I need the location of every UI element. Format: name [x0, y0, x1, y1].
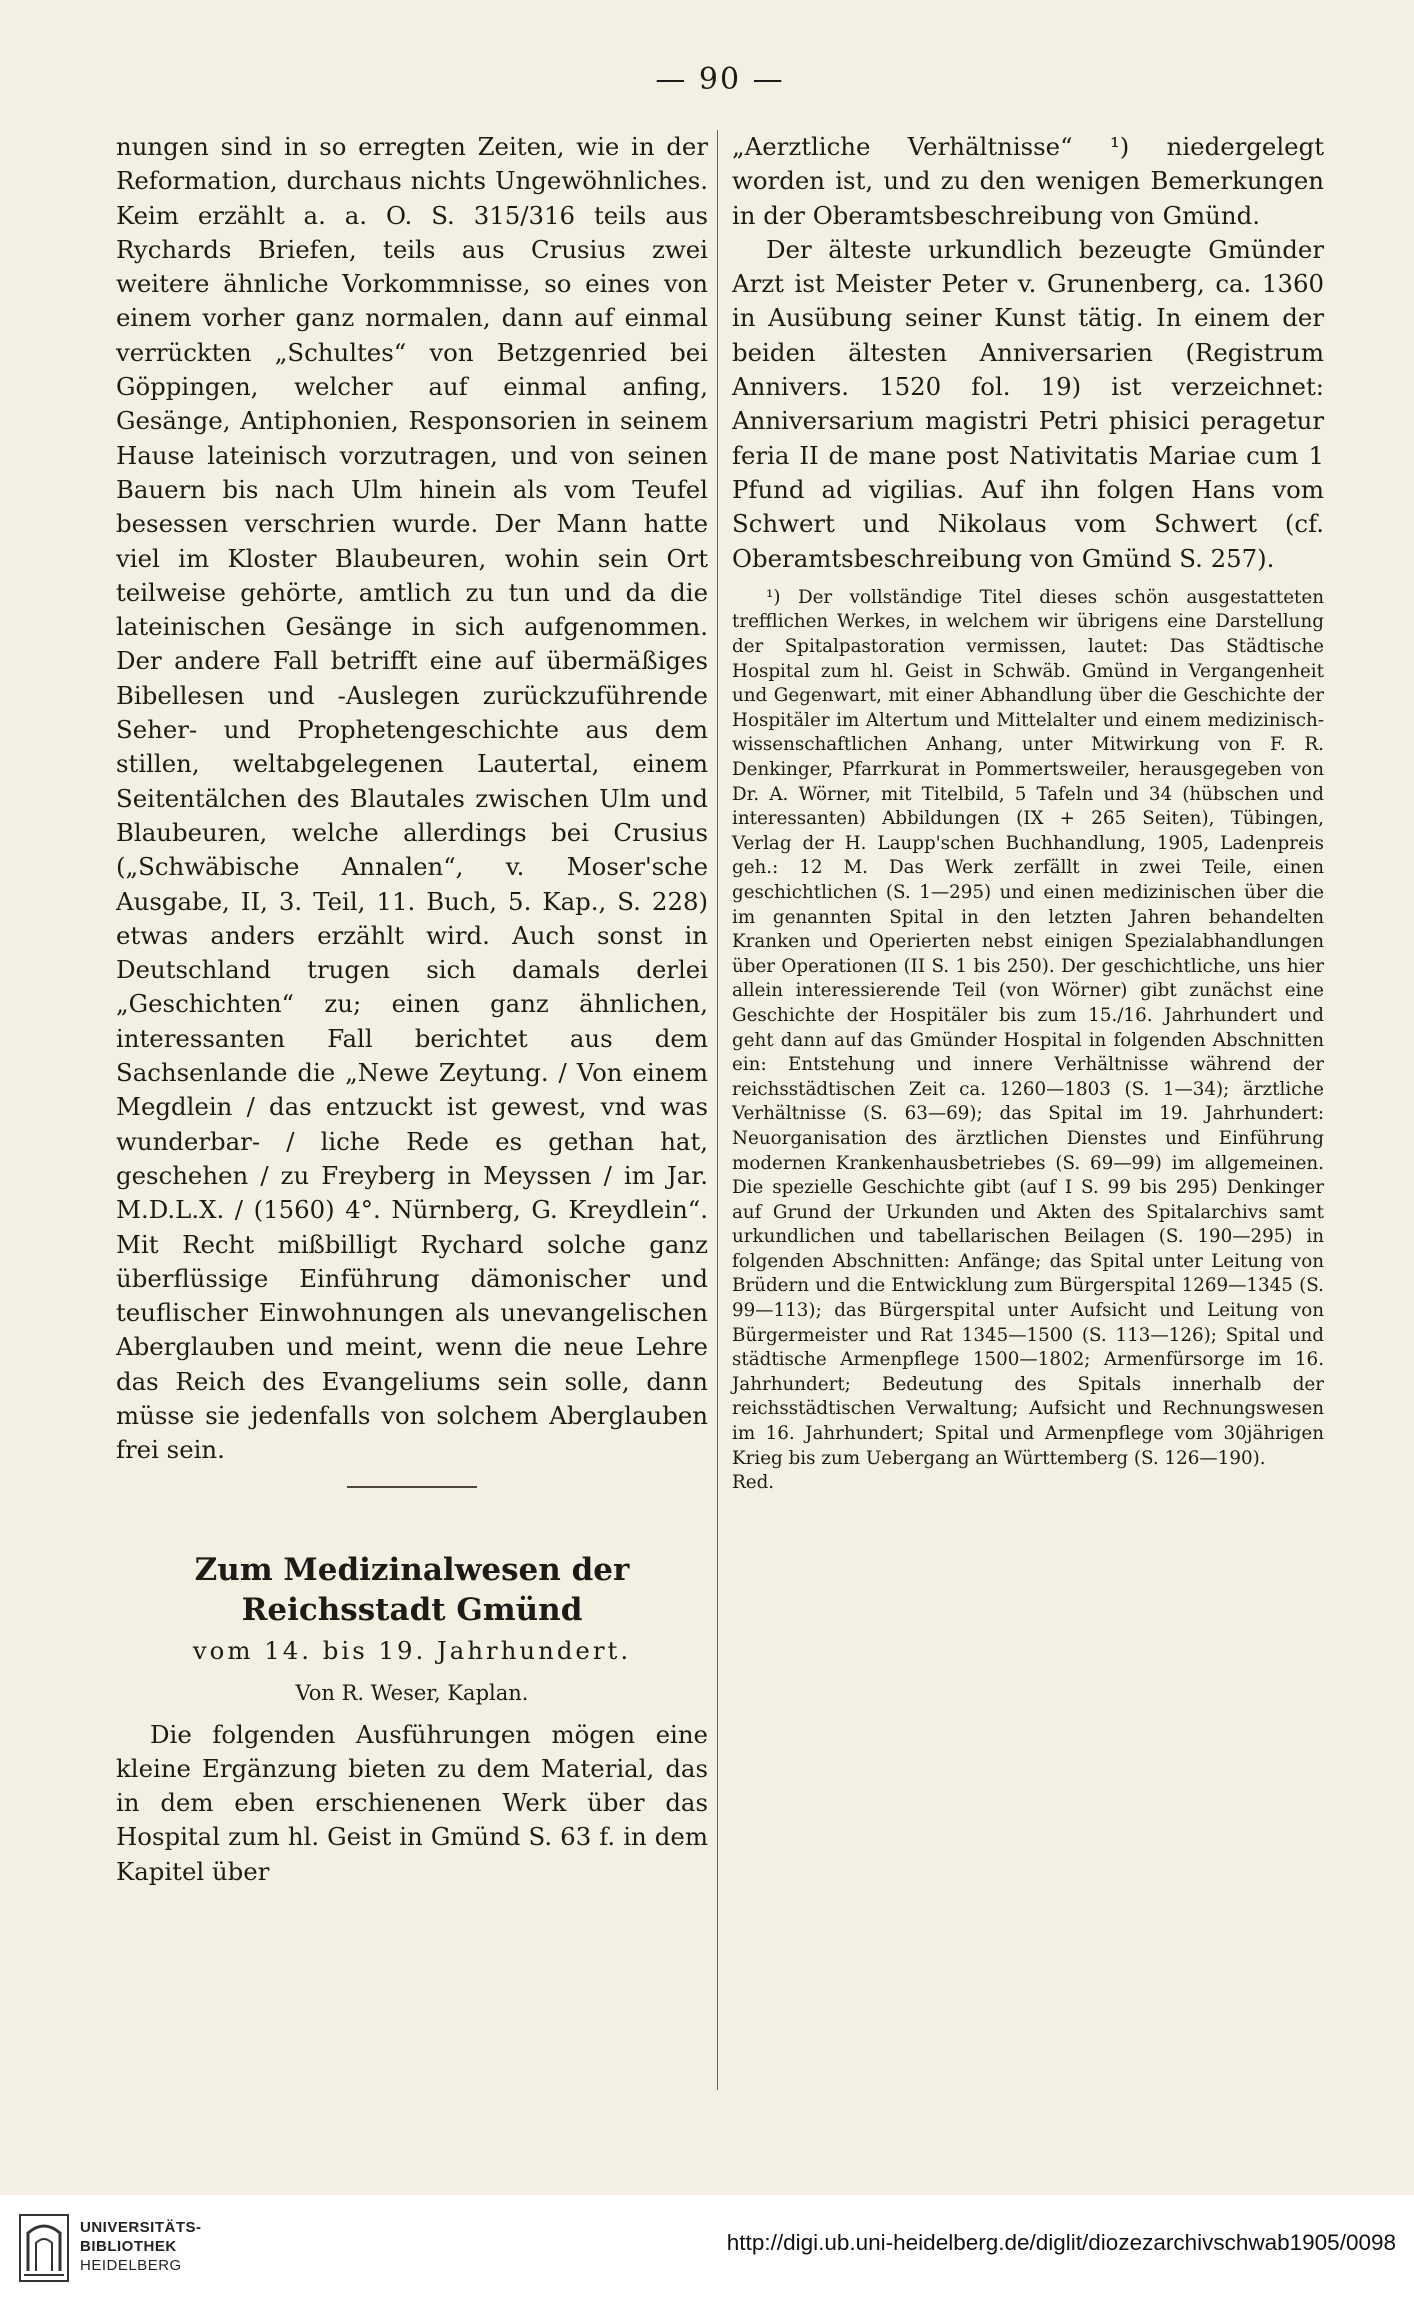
footnote-signature: Red.: [732, 1472, 775, 1494]
source-url-link[interactable]: http://digi.ub.uni-heidelberg.de/diglit/diozezarchivschwab1905/0098: [726, 2230, 1396, 2255]
article-opening-paragraph: Die folgenden Ausführungen mögen eine kleine Ergänzung bieten zu dem Material, das in dem eben erschienenen Werk über das Hospital zum hl. Geist in Gmünd S. 63 f. in dem Kapitel über: [116, 1719, 708, 1886]
library-name: [80, 2218, 202, 2275]
right-column: [732, 130, 1324, 1496]
library-footer: [0, 2195, 1414, 2320]
article-subtitle: vom 14. bis 19. Jahrhundert.: [192, 1635, 632, 1665]
physician-paragraph: Der älteste urkundlich bezeugte Gmünder Arzt ist Meister Peter v. Grunenberg, ca. 1360 in Ausübung seiner Kunst tätig. In einem der beiden ältesten Anniversarien (Registrum Annivers. 1520 fol. 19) ist verzeichnet: Anniversarium magistri Petri phisici peragetur feria II de mane post Nativitatis Mariae cum 1 Pfund ad vigilias. Auf ihn folgen Hans vom Schwert und Nikolaus vom Schwert (cf. Oberamtsbeschreibung von Gmünd S. 257).: [732, 234, 1324, 573]
library-name-line-2: BIBLIOTHEK: [80, 2238, 177, 2255]
library-name-line-3: HEIDELBERG: [80, 2257, 182, 2274]
page-number: — 90 —: [655, 62, 785, 97]
column-divider: [717, 130, 718, 2090]
intro-paragraph: nungen sind in so erregten Zeiten, wie in der Reformation, durchaus nichts Ungewöhnliches. Keim erzählt a. a. O. S. 315/316 teils aus Rychards Briefen, teils aus Crusius zwei weitere ähnliche Vorkommnisse, so eines von einem vorher ganz normalen, dann auf einmal verrückten „Schultes“ von Betzgenried bei Göppingen, welcher auf einmal anfing, Gesänge, Antiphonien, Responsorien in seinem Hause lateinisch vorzutragen, und von seinen Bauern bis nach Ulm hinein als vom Teufel besessen verschrien wurde. Der Mann hatte viel im Kloster Blaubeuren, wohin sein Ort teilweise gehörte, amtlich zu tun und da die lateinischen Gesänge in sich aufgenommen. Der andere Fall betrifft eine auf übermäßiges Bibellesen und -Auslegen zurückzuführende Seher- und Prophetengeschichte aus dem stillen, weltabgelegenen Lautertal, einem Seitentälchen des Blautales zwischen Ulm und Blaubeuren, welche allerdings bei Crusius („Schwäbische Annalen“, v. Moser'sche Ausgabe, II, 3. Teil, 11. Buch, 5. Kap., S. 228) etwas anders erzählt wird. Auch sonst in Deutschland trugen sich damals derlei „Geschichten“ zu; einen ganz ähnlichen, interessanten Fall berichtet aus dem Sachsenlande die „Newe Zeytung. / Von einem Megdlein / das entzuckt ist gewest, vnd was wunderbar- / liche Rede es gethan hat, geschehen / zu Freyberg in Meyssen / im Jar. M.D.L.X. / (1560) 4°. Nürnberg, G. Kreydlein“. Mit Recht mißbilligt Rychard solche ganz überflüssige Einführung dämonischer und teuflischer Einwohnungen als unevangelischen Aberglauben und meint, wenn die neue Lehre das Reich des Evangeliums sein solle, dann müsse sie jedenfalls von solchem Aberglauben frei sein.: [116, 132, 708, 1465]
article-author: Von R. Weser, Kaplan.: [295, 1680, 529, 1705]
section-separator: [347, 1486, 477, 1488]
article-title: Zum Medizinalwesen der Reichsstadt Gmünd: [194, 1551, 630, 1628]
continuation-paragraph: „Aerztliche Verhältnisse“ ¹) niedergelegt worden ist, und zu den wenigen Bemerkungen in der Oberamtsbeschreibung von Gmünd.: [732, 132, 1324, 230]
left-column: [116, 130, 708, 1889]
library-logo-icon: [18, 2213, 70, 2283]
footnote: ¹) Der vollständige Titel dieses schön ausgestatteten trefflichen Werkes, in welchem wir übrigens eine Darstellung der Spitalpastoration vermissen, lautet: Das Städtische Hospital zum hl. Geist in Schwäb. Gmünd in Vergangenheit und Gegenwart, mit einer Abhandlung über die Geschichte der Hospitäler im Altertum und Mittelalter und einem medizinisch-wissenschaftlichen Anhang, unter Mitwirkung von F. R. Denkinger, Pfarrkurat in Pommertsweiler, herausgegeben von Dr. A. Wörner, mit Titelbild, 5 Tafeln und 34 (hübschen und interessanten) Abbildungen (IX + 265 Seiten), Tübingen, Verlag der H. Laupp'schen Buchhandlung, 1905, Ladenpreis geh.: 12 M. Das Werk zerfällt in zwei Teile, einen geschichtlichen (S. 1—295) und einen medizinischen über die im genannten Spital in den letzten Jahren behandelten Kranken und Operierten nebst einigen Spezialabhandlungen über Operationen (II S. 1 bis 250). Der geschichtliche, uns hier allein interessierende Teil (von Wörner) gibt zunächst eine Geschichte der Hospitäler bis zum 15./16. Jahrhundert und geht dann auf das Gmünder Hospital in folgenden Abschnitten ein: Entstehung und innere Verhältnisse während der reichsstädtischen Zeit ca. 1260—1803 (S. 1—34); ärztliche Verhältnisse (S. 63—69); das Spital im 19. Jahrhundert: Neuorganisation des ärztlichen Dienstes und Einführung modernen Krankenhausbetriebes (S. 69—99) im allgemeinen. Die spezielle Geschichte gibt (auf I S. 99 bis 295) Denkinger auf Grund der Urkunden und Akten des Spitalarchivs samt urkundlichen und tabellarischen Beilagen (S. 190—295) in folgenden Abschnitten: Anfänge; das Spital unter Leitung von Brüdern und die Entwicklung zum Bürgerspital 1269—1345 (S. 99—113); das Bürgerspital unter Aufsicht und Leitung von Bürgermeister und Rat 1345—1500 (S. 113—126); Spital und städtische Armenpflege 1500—1802; Armenfürsorge im 16. Jahrhundert; Bedeutung des Spitals innerhalb der reichsstädtischen Verwaltung; Aufsicht und Rechnungswesen im 16. Jahrhundert; Spital und Armenpflege vom 30jährigen Krieg bis zum Uebergang an Württemberg (S. 126—190).: [732, 586, 1324, 1469]
library-name-line-1: UNIVERSITÄTS-: [80, 2219, 202, 2236]
